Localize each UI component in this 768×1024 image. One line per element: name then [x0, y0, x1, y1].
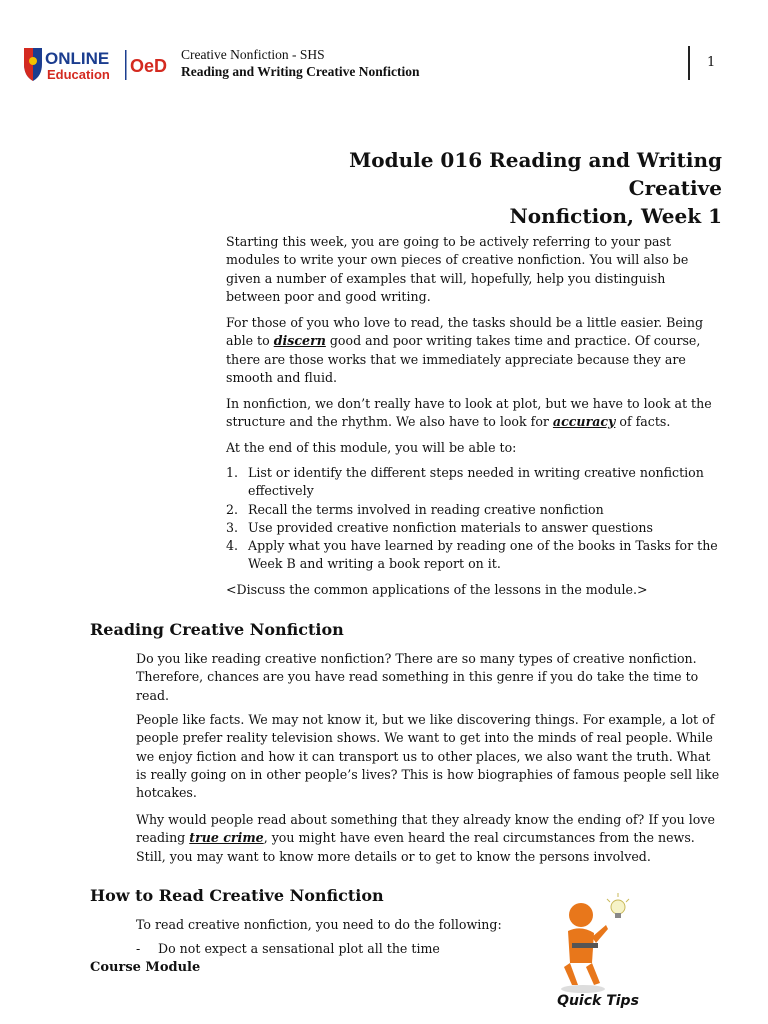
footer-course-module: Course Module [90, 960, 201, 975]
learning-goals-list [226, 464, 722, 574]
term-accuracy: accuracy [552, 414, 616, 430]
module-note: <Discuss the common applications of the lessons in the module.> [226, 582, 648, 597]
module-title-line-1: Module 016 Reading and Writing Creative [349, 148, 722, 200]
intro-paragraph-3: In nonfiction, we don’t really have to look at plot, but we have to look at the structure and the rhythm. We also have to look for accuracy of facts. [226, 396, 712, 430]
svg-text:ONLINE: ONLINE [45, 49, 110, 68]
course-name: Creative Nonfiction - SHS [181, 47, 325, 62]
module-title-line-2: Nonfiction, Week 1 [509, 204, 722, 228]
term-true-crime: true crime [189, 830, 264, 846]
section2-paragraph-1: To read creative nonfiction, you need to do the following: [136, 917, 502, 932]
term-discern: discern [273, 333, 326, 349]
header-divider [688, 46, 690, 80]
section1-paragraph-2: People like facts. We may not know it, but we like discovering things. For example, a lot of people prefer reality television shows. We want to get into the minds of real people. While we enjoy fiction and how it can transport us to other places, we also want the truth. What is really going on in other people’s lives? This is how biographies of famous people sell like hotcakes. [136, 712, 720, 801]
list-item: 1. List or identify the different steps needed in writing creative nonfiction effectively [226, 465, 704, 499]
intro-paragraph-2: For those of you who love to read, the tasks should be a little easier. Being able to discern good and poor writing takes time and practice. Of course, there are those works that we immediately appreciate because they are smooth and fluid. [226, 315, 703, 385]
module-title [250, 146, 722, 230]
list-item: - Do not expect a sensational plot all the time [136, 941, 440, 956]
list-item: 4. Apply what you have learned by reading one of the books in Tasks for the Week B and writing a book report on it. [226, 538, 718, 572]
quick-tips-label: Quick Tips [557, 993, 639, 1009]
shield-icon [24, 48, 42, 81]
page-number: 1 [707, 55, 716, 70]
list-item: 3. Use provided creative nonfiction materials to answer questions [226, 519, 653, 535]
section-heading-reading: Reading Creative Nonfiction [90, 620, 344, 639]
lightbulb-icon [607, 893, 629, 918]
section1-paragraph-3: Why would people read about something that they already know the ending of? If you love reading true crime, you might have even heard the real circumstances from the news. Still, you may want to know more details or to get to know the persons involved. [136, 812, 715, 864]
thinking-figure-icon [561, 903, 608, 993]
intro-paragraph-4: At the end of this module, you will be able to: [226, 440, 517, 455]
section1-paragraph-1: Do you like reading creative nonfiction? There are so many types of creative nonfiction. Therefore, chances are you have read something in this genre if you do take the time to read. [136, 651, 699, 703]
svg-text:OeD: OeD [130, 56, 168, 76]
online-education-logo [22, 44, 177, 86]
svg-text:Education: Education [47, 67, 110, 82]
list-item: 2. Recall the terms involved in reading creative nonfiction [226, 501, 604, 517]
intro-paragraph-1: Starting this week, you are going to be actively referring to your past modules to write your own pieces of creative nonfiction. You will also be given a number of examples that will, hopefully, help you distinguish between poor and good writing. [226, 234, 689, 304]
quick-tips-illustration [548, 885, 648, 1010]
section-heading-how-to-read: How to Read Creative Nonfiction [90, 886, 384, 905]
course-subtitle: Reading and Writing Creative Nonfiction [181, 64, 420, 79]
